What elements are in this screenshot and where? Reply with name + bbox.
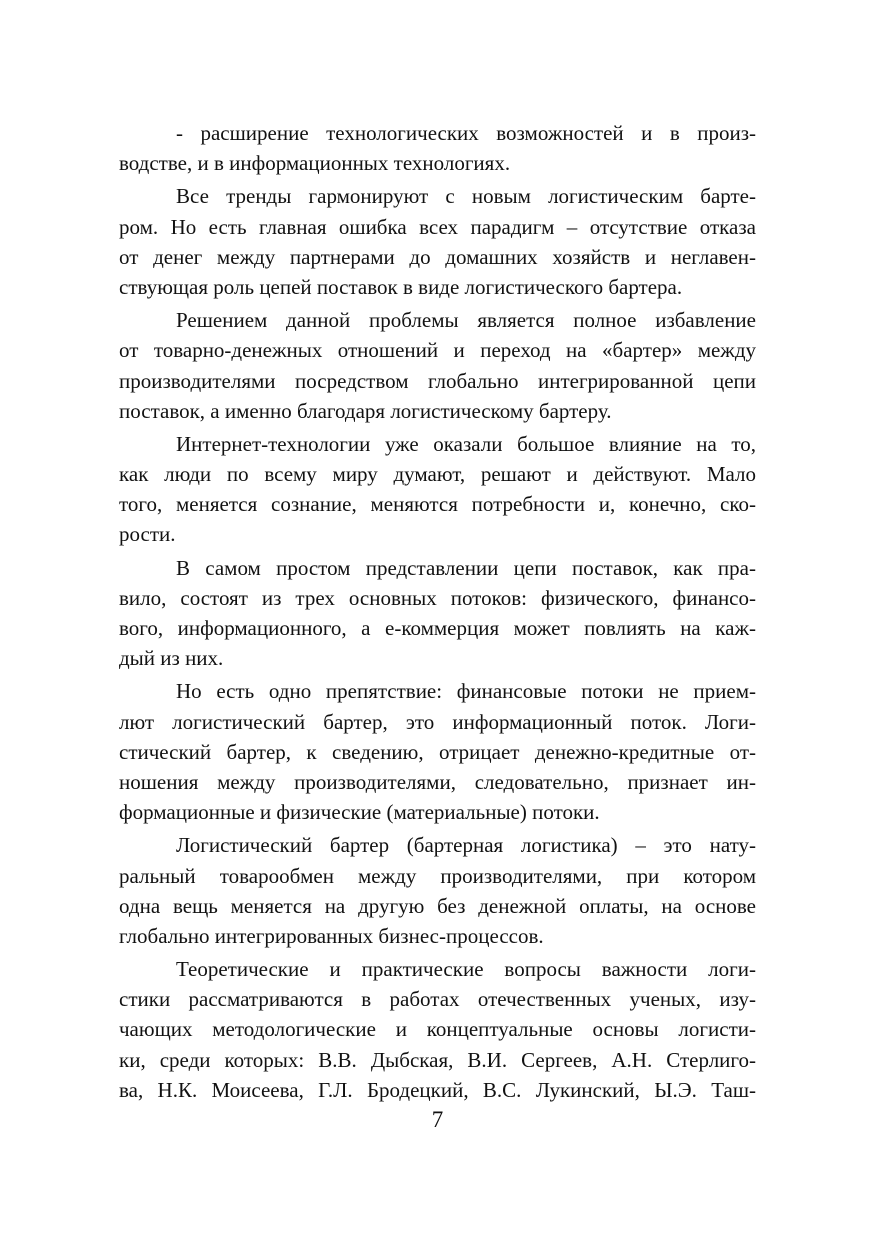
text-line: Но есть одно препятствие: финансовые потоки не прием-: [176, 679, 756, 704]
paragraph: [119, 181, 756, 302]
text-line: ральный товарообмен между производителями, при котором: [119, 863, 756, 888]
text-line: стики рассматриваются в работах отечественных ученых, изу-: [119, 987, 756, 1012]
text-line: - расширение технологических возможностей и в произ-: [176, 121, 756, 145]
text-line: Теоретические и практические вопросы важности логи-: [176, 957, 756, 982]
text-line: ва, Н.К. Моисеева, Г.Л. Бродецкий, В.С. Лукинский, Ы.Э. Таш-: [119, 1077, 756, 1102]
paragraph: [119, 830, 756, 951]
text-line: Интернет-технологии уже оказали большое влияние на то,: [176, 431, 756, 456]
text-line: ствующая роль цепей поставок в виде логистического бартера.: [119, 274, 683, 299]
text-line: В самом простом представлении цепи поставок, как пра-: [176, 555, 756, 580]
text-line: Все тренды гармонируют с новым логистическим барте-: [176, 184, 756, 209]
text-line: того, меняется сознание, меняются потребности и, конечно, ско-: [119, 492, 756, 517]
paragraph: [119, 676, 756, 827]
text-line: вило, состоят из трех основных потоков: физического, финансо-: [119, 585, 756, 610]
text-line: одна вещь меняется на другую без денежной оплаты, на основе: [119, 893, 756, 918]
text-line: водстве, и в информационных технологиях.: [119, 151, 511, 176]
text-line: ром. Но есть главная ошибка всех парадигм – отсутствие отказа: [119, 214, 756, 239]
text-line: от денег между партнерами до домашних хозяйств и неглавен-: [119, 244, 756, 269]
text-line: лют логистический бартер, это информационный поток. Логи-: [119, 709, 756, 734]
text-line: стический бартер, к сведению, отрицает денежно-кредитные от-: [119, 739, 756, 764]
text-line: глобально интегрированных бизнес-процессов.: [119, 923, 544, 948]
text-line: рости.: [119, 522, 176, 547]
text-line: производителями посредством глобально интегрированной цепи: [119, 368, 756, 393]
text-line: ношения между производителями, следовательно, признает ин-: [119, 769, 756, 794]
text-line: как люди по всему миру думают, решают и действуют. Мало: [119, 462, 756, 487]
text-line: ки, среди которых: В.В. Дыбская, В.И. Сергеев, А.Н. Стерлиго-: [119, 1047, 756, 1072]
page-number: 7: [431, 1107, 444, 1132]
text-line: чающих методологические и концептуальные основы логисти-: [119, 1017, 756, 1042]
text-line: Решением данной проблемы является полное избавление: [176, 308, 756, 333]
text-line: вого, информационного, а е-коммерция может повлиять на каж-: [119, 616, 756, 640]
paragraph: [119, 954, 756, 1105]
paragraph: [119, 553, 756, 674]
paragraph: [119, 305, 756, 426]
text-line: от товарно-денежных отношений и переход на «бартер» между: [119, 338, 756, 363]
text-line: формационные и физические (материальные) потоки.: [119, 800, 600, 825]
text-line: дый из них.: [119, 646, 224, 671]
paragraph: [119, 429, 756, 550]
text-line: поставок, а именно благодаря логистическому бартеру.: [119, 398, 612, 423]
body-text: [119, 118, 756, 1105]
text-line: Логистический бартер (бартерная логистика) – это нату-: [176, 833, 756, 858]
paragraph: [119, 118, 756, 178]
